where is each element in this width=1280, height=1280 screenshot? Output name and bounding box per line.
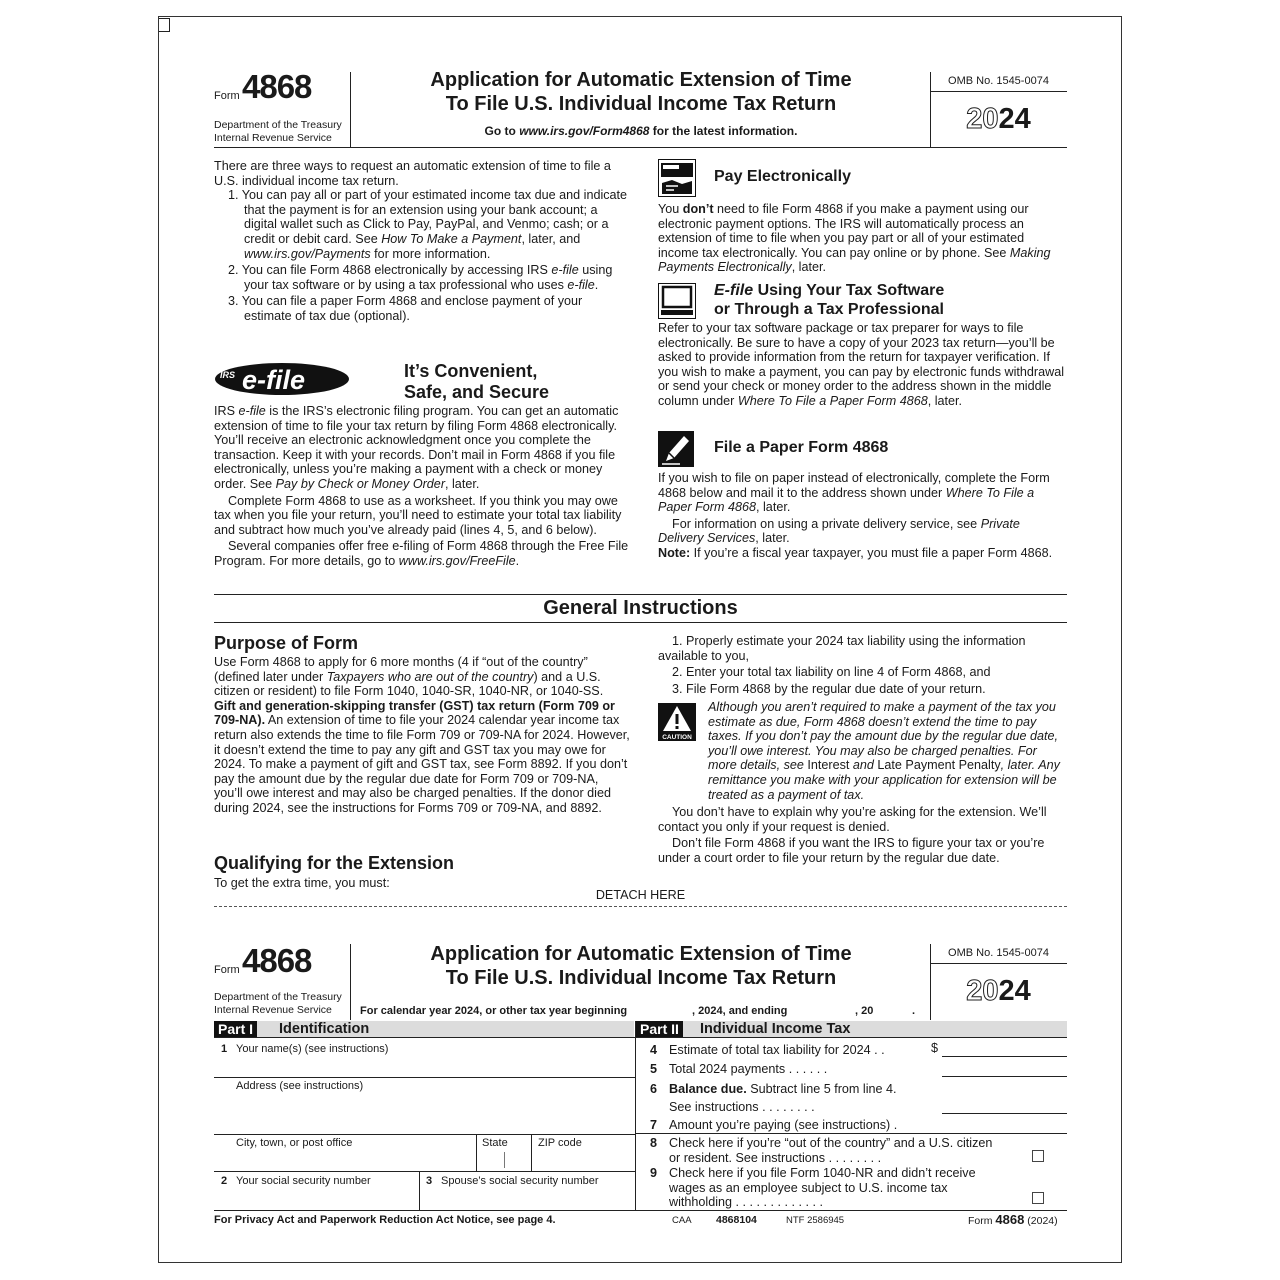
zip-label: ZIP code [538, 1137, 582, 1149]
voucher-tax-year: 2024 [966, 975, 1031, 1007]
line-5-number: 5 [650, 1062, 658, 1076]
privacy-notice: For Privacy Act and Paperwork Reduction Act Notice, see page 4. [214, 1214, 556, 1226]
line-6-number: 6 [650, 1082, 658, 1096]
efile-paragraph-2: Complete Form 4868 to use as a worksheet. If you think you may owe tax when you file your return, you’ll need to estimate your total tax liability and subtract how much you’ve already paid (lines 4, 5, and 6 below). [214, 493, 622, 537]
paper-form-heading: File a Paper Form 4868 [714, 439, 889, 456]
field-3-number: 3 [426, 1175, 433, 1187]
svg-text:CAUTION: CAUTION [662, 734, 692, 741]
footer-caa: CAA [672, 1215, 692, 1226]
detach-label: DETACH HERE [595, 888, 686, 902]
name-label: Your name(s) (see instructions) [236, 1043, 389, 1055]
footer-form-id: Form 4868 (2024) [968, 1212, 1058, 1227]
line-7-number: 7 [650, 1118, 658, 1132]
part1-label: Part I [214, 1021, 257, 1037]
line-4-input[interactable] [942, 1040, 1067, 1057]
footer-ntf: NTF 2586945 [786, 1215, 845, 1226]
calendar-year-line: For calendar year 2024, or other tax year beginning [360, 1005, 628, 1017]
line-9-label: Check here if you file Form 1040-NR and didn’t receive wages as an employee subject to U.S. income tax withholding . . . . . . . . . . . . . [669, 1166, 976, 1210]
explain-text: You don’t have to explain why you’re asking for the extension. We’ll contact you only if your request is denied. Don’t file Form 4868 if you want the IRS to figure your tax or you’re under a court order to file your return by the regular due date. [658, 805, 1047, 865]
department: Department of the Treasury Internal Revenue Service [214, 119, 342, 144]
qualifying-steps: 1. Properly estimate your 2024 tax liability using the information available to you, 2. Enter your total tax liability on line 4 of Form 4868, and 3. File Form 4868 by the regular due date of your return. [658, 634, 1026, 696]
general-instructions-heading: General Instructions [543, 597, 738, 619]
voucher-title: Application for Automatic Extension of Time To File U.S. Individual Income Tax Return [430, 943, 852, 989]
computer-icon [658, 283, 696, 319]
efile-heading: It’s Convenient, Safe, and Secure [404, 361, 550, 402]
calendar-year-period: . [912, 1005, 916, 1017]
intro-item-3: 3. You can file a paper Form 4868 and enclose payment of your estimate of tax due (optional). [228, 294, 583, 323]
part-divider [635, 1021, 636, 1211]
intro-section [214, 159, 630, 324]
qualifying-text: To get the extra time, you must: [214, 876, 390, 890]
ssn-label: Your social security number [236, 1175, 371, 1187]
calendar-year-20: , 20 [855, 1005, 874, 1017]
tax-year: 2024 [966, 103, 1031, 135]
intro-item-1: 1. You can pay all or part of your estimated income tax due and indicate that the payment is for an extension using your bank account; a digital wallet such as Click to Pay, PayPal, and Venmo; cash; or a credit or debit card. See How To Make a Payment, later, and www.irs.gov/Payments for more information. [228, 188, 628, 261]
voucher-form-number: 4868 [242, 942, 312, 979]
spouse-ssn-label: Spouse’s social security number [441, 1175, 599, 1187]
dollar-sign: $ [931, 1041, 939, 1055]
field-1-number: 1 [221, 1043, 228, 1055]
irs-efile-logo [214, 362, 350, 396]
form-1040nr-checkbox[interactable] [1032, 1192, 1044, 1204]
header-bottom-rule [214, 147, 1067, 148]
part1-title: Identification [279, 1021, 370, 1037]
line-6-see: See instructions . . . . . . . . [669, 1100, 815, 1114]
out-of-country-checkbox[interactable] [1032, 1150, 1044, 1162]
general-bottom-rule [214, 622, 1067, 623]
intro-lead: There are three ways to request an automatic extension of time to file a U.S. individual income tax return. [214, 159, 611, 188]
city-label: City, town, or post office [236, 1137, 353, 1149]
pay-electronically-text: You don’t need to file Form 4868 if you make a payment using our electronic payment options. The IRS will automatically process an extension of time to file when you pay part or all of your estimated income tax electronically. You can pay online or by phone. See Making Payments Electronically, later. [658, 202, 1051, 275]
efile-logo-irs: IRS [220, 370, 236, 380]
efile-software-heading: E-file Using Your Tax Software or Through a Tax Professional [714, 282, 945, 318]
intro-item-2: 2. You can file Form 4868 electronically by accessing IRS e-file using your tax software or by using a tax professional who uses e-file. [228, 263, 613, 292]
line-7-rule [636, 1133, 1067, 1134]
line-8-number: 8 [650, 1136, 658, 1150]
form-title: Application for Automatic Extension of Time To File U.S. Individual Income Tax Return [430, 69, 852, 115]
pay-electronically-icon [658, 159, 696, 197]
pencil-icon [658, 431, 694, 467]
efile-logo-graphic [214, 362, 350, 396]
address-label: Address (see instructions) [236, 1080, 364, 1092]
line-8-label: Check here if you’re “out of the country” and a U.S. citizen or resident. See instructions . . . . . . . . [669, 1136, 993, 1165]
voucher-form-prefix: Form [214, 964, 240, 976]
omb-rule [930, 91, 1067, 92]
footer-cat-code: 4868104 [716, 1214, 757, 1226]
purpose-heading: Purpose of Form [214, 633, 359, 653]
voucher-bottom-rule [214, 1210, 1067, 1211]
calendar-year-ending: , 2024, and ending [692, 1005, 788, 1017]
qualifying-heading: Qualifying for the Extension [214, 853, 455, 873]
line-9-number: 9 [650, 1166, 658, 1180]
paper-form-text: If you wish to file on paper instead of electronically, complete the Form 4868 below and mail it to the address shown under Where To File a Paper Form 4868, later. For information on using a private delivery service, see Private Delivery Services, later. Note: If you’re a fiscal year taxpayer, you must file a paper Form 4868. [658, 471, 1053, 560]
line-5-input[interactable] [942, 1060, 1067, 1077]
state-label: State [482, 1137, 508, 1149]
line-7-label: Amount you’re paying (see instructions) . [669, 1118, 898, 1132]
line-6-label: Balance due. Subtract line 5 from line 4. [669, 1082, 897, 1096]
field-2-number: 2 [221, 1175, 228, 1187]
part2-title: Individual Income Tax [700, 1021, 851, 1037]
part2-label: Part II [636, 1021, 683, 1037]
purpose-text: Use Form 4868 to apply for 6 more months (4 if “out of the country” (defined later under Taxpayers who are out of the country) and a U.S. citizen or resident) to file Form 1040, 1040-SR, 1040-NR, or 1040-SS. Gift and generation-skipping transfer (GST) tax return (Form 709 or 709-NA). An extension of time to file your 2024 calendar year income tax return also extends the time to file Form 709 or 709-NA for 2024. However, it doesn’t extend the time to pay any gift and GST tax you may owe for 2024. To make a payment of gift and GST tax, see Form 8892. If you don’t pay the amount due by the regular due date for Form 709 or 709-NA, you’ll owe interest and may also be charged penalties. If the donor died during 2024, see the instructions for Forms 709 or 709-NA, and 8892. [214, 655, 630, 815]
general-top-rule [214, 594, 1067, 595]
line-5-label: Total 2024 payments . . . . . . [669, 1062, 828, 1076]
pay-electronically-heading: Pay Electronically [714, 168, 851, 185]
omb-number: OMB No. 1545-0074 [948, 75, 1049, 87]
efile-paragraph-3: Several companies offer free e-filing of Form 4868 through the Free File Program. For more details, go to www.irs.gov/FreeFile. [214, 539, 629, 568]
efile-section [214, 404, 630, 569]
caution-text: Although you aren’t required to make a payment of the tax you estimate as due, Form 4868 doesn’t extend the time to pay taxes. If you don’t pay the amount due by the regular due date, you’ll owe interest. You may also be charged penalties. For more details, see Interest and Late Payment Penalty, later. Any remittance you make with your application for extension will be treated as a payment of tax. [708, 700, 1060, 802]
line-6-input[interactable] [942, 1097, 1067, 1114]
voucher-divider-left [350, 944, 351, 1020]
form-prefix: Form [214, 90, 240, 102]
voucher-department: Department of the Treasury Internal Revenue Service [214, 991, 342, 1016]
detach-line[interactable] [214, 906, 1067, 907]
form-number: 4868 [242, 68, 312, 105]
irs-form-link[interactable]: www.irs.gov/Form4868 [519, 124, 650, 138]
state-box-tick [504, 1152, 505, 1168]
part1-header-bar [214, 1021, 634, 1037]
efile-paragraph-1: IRS e-file is the IRS’s electronic filing program. You can get an automatic extension of time to file your tax return by filing Form 4868 electronically. You’ll receive an electronic acknowledgment once you complete the transaction. Keep it with your records. Don’t mail in Form 4868 if you file electronically, unless you’re making a payment with a check or money order. See Pay by Check or Money Order, later. [214, 404, 619, 491]
header-divider-left [350, 72, 351, 148]
line-4-number: 4 [650, 1043, 658, 1057]
voucher-omb-number: OMB No. 1545-0074 [948, 947, 1049, 959]
efile-software-text: Refer to your tax software package or tax preparer for ways to file electronically. Be sure to have a copy of your 2023 tax return—you’ll be asked to provide information from the return for taxpayer verification. If you wish to make a payment, you can pay by electronic funds withdrawal or send your check or money order to the address shown in the middle column under Where To File a Paper Form 4868, later. [658, 321, 1065, 408]
voucher-omb-rule [930, 963, 1067, 964]
line-4-label: Estimate of total tax liability for 2024 . . [669, 1043, 885, 1057]
goto-line: Go to www.irs.gov/Form4868 for the latest information. [484, 124, 798, 138]
efile-logo-text: e-file [242, 365, 306, 395]
